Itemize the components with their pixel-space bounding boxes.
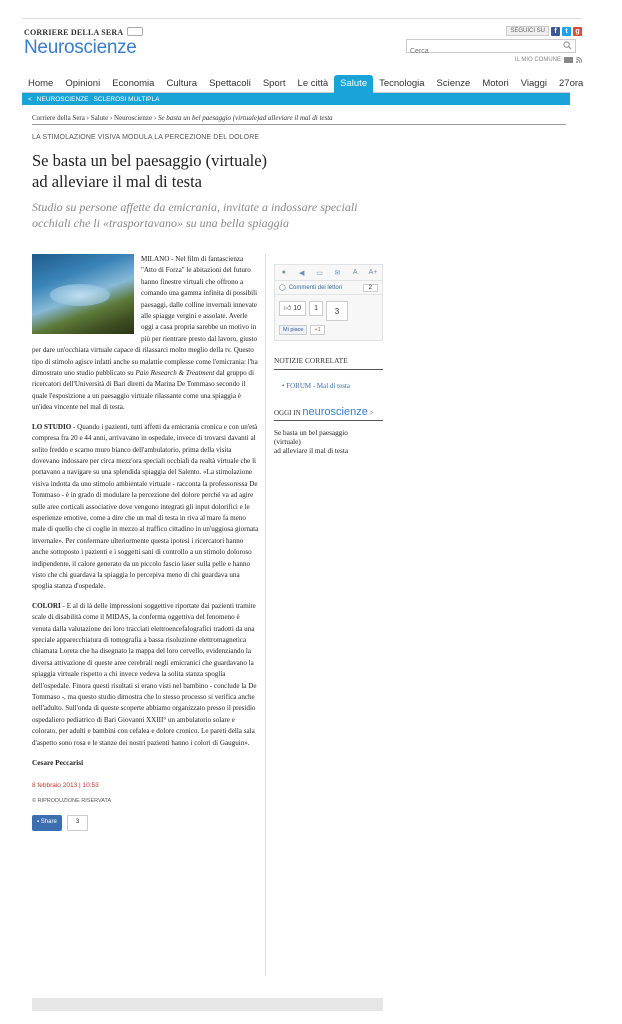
paragraph-2-lead: LO STUDIO (32, 422, 72, 431)
like-count: 10 (293, 305, 302, 312)
subnav-neuroscienze[interactable]: NEUROSCIENZE (36, 95, 89, 103)
nav-27ora[interactable]: 27ora (559, 78, 584, 89)
article-subtitle: Studio su persone affette da emicrania, invitate a indossare speciali occhiali che li «trasportavano» su una bella spiaggia (32, 200, 358, 230)
today-arrow-icon[interactable]: > (369, 409, 374, 417)
journal-name: Pain Research & Treatment (135, 369, 215, 378)
article-headline (32, 150, 392, 192)
nav-opinioni[interactable]: Opinioni (65, 78, 101, 89)
tool-row (275, 265, 382, 281)
footer-bar (32, 998, 383, 1011)
nav-scienze[interactable]: Scienze (436, 78, 471, 89)
share-icon: ▪ (37, 819, 41, 826)
comments-label[interactable]: Commenti dei lettori (288, 284, 343, 291)
paragraph-1-text: MILANO - Nel film di fantascienza "Atto di Forza" le abitazioni del futuro hanno finestre virtuali che offrono a comando una gamma infinita di possibili paesaggi, dalle colline invernali innevate alle spiagge vergini e assolate. Averle oggi a casa propria sarebbe un motivo in più per rientrare presto dal lavoro, giusto per dare un'occhiata virtuale capace di rilassarci molto meglio della tv. Questo tipo di stimolo agisce infatti anche su malattie complesse come l'emicrania: l'ha dimostrato uno studio pubblicato su (32, 255, 258, 378)
paragraph-2-text: - Quando i pazienti, tutti affetti da emicrania cronica e con un'età compresa fra 20 e 44 anni, arrivavano in ospedale, invece di trovarsi davanti al solito freddo e scarno muro bianco dell'ambulatorio, prima della visita dovevano indossare per circa mezz'ora speciali occhiali da realtà virtuale che li portavano a navigare su una splendida spiaggia del Salento. «La stimolazione visiva indotta da uno stimolo ambientale virtuale - racconta la professoressa De Tommaso - è in grado di modulare la percezione del dolore perché va ad agire sulle aree corticali associative dove vengono integrati gli input dolorifici e le esperienze emotive, come a dire che un mal di testa in riva al mare fa meno male di quello che ci coglie in mezzo al traffico cittadino in un'uggiosa giornata invernale». Per confermare ulteriormente questa ipotesi i ricercatori hanno anche sottoposto i pazienti e i soggetti sani di controllo a un stimolo doloroso indipendente, il calore generato da un piccolo fascio laser sulla pelle e hanno visto che chi guardava la spiaggia lo percepiva meno di chi guardava una spoglia stanza d'ospedale. (32, 422, 259, 591)
headline-line-1: Se basta un bel paesaggio (virtuale) (32, 151, 268, 170)
search-box (406, 39, 576, 53)
mail-icon[interactable] (564, 57, 573, 63)
font-decrease-button[interactable]: A (352, 269, 358, 276)
paragraph-2 (32, 422, 260, 593)
email-icon[interactable]: ✉ (334, 269, 341, 277)
headline-line-2: ad alleviare il mal di testa (32, 172, 202, 191)
like-row (275, 295, 382, 325)
font-increase-button[interactable]: A+ (368, 269, 378, 276)
related-news-title: NOTIZIE CORRELATE (274, 356, 383, 370)
article-body (32, 254, 260, 831)
count-box-2: 3 (326, 301, 348, 321)
social-buttons (275, 325, 382, 340)
paragraph-3-lead: COLORI (32, 601, 61, 610)
article-photo[interactable] (32, 254, 134, 334)
nav-cultura[interactable]: Cultura (166, 78, 198, 89)
today-article-link[interactable] (274, 429, 383, 456)
brand-logo[interactable] (24, 27, 143, 37)
paragraph-3 (32, 601, 260, 749)
nav-le-citta[interactable]: Le città (297, 78, 329, 89)
today-item-line-2: (virtuale) (274, 438, 301, 446)
facebook-like-button[interactable]: Mi piace (279, 325, 307, 335)
comment-icon: ◯ (279, 285, 286, 291)
nav-sport[interactable]: Sport (262, 78, 286, 89)
today-item-line-1: Se basta un bel paesaggio (274, 429, 348, 437)
subnav-back-icon[interactable]: < (28, 95, 32, 103)
today-in-section (274, 406, 383, 421)
nav-spettacoli[interactable]: Spettacoli (209, 78, 251, 89)
brand-name: CORRIERE DELLA SERA (24, 28, 123, 37)
paragraph-1-end: dal gruppo di ricercatori dell'Università di Bari diretti da Marina De Tommaso secondo il quale l'esposizione a un paesaggio virtuale rilassante come una spiaggia è un'idea vincente nel mal di testa. (32, 369, 254, 412)
share-count: 3 (67, 815, 88, 830)
nav-tecnologia[interactable]: Tecnologia (379, 78, 425, 89)
related-link-text[interactable]: FORUM - Mal di testa (286, 382, 350, 390)
masthead (22, 18, 582, 68)
twitter-icon[interactable]: t (562, 27, 571, 36)
search-icon[interactable] (563, 41, 572, 50)
my-community-link[interactable]: IL MIO COMUNE (514, 57, 561, 63)
nav-viaggi[interactable]: Viaggi (520, 78, 547, 89)
print-icon[interactable]: ▭ (316, 269, 323, 277)
share-row (32, 815, 260, 830)
subnav-sclerosi-multipla[interactable]: SCLEROSI MULTIPLA (93, 95, 160, 103)
sub-nav (22, 93, 570, 105)
article-author: Cesare Peccarisi (32, 758, 84, 768)
nav-home[interactable]: Home (28, 78, 54, 89)
related-link-forum[interactable]: • FORUM - Mal di testa (282, 382, 350, 390)
location-icon[interactable]: ● (281, 269, 287, 276)
copyright-notice: © RIPRODUZIONE RISERVATA (32, 797, 112, 804)
facebook-icon[interactable]: f (551, 27, 560, 36)
comments-count: 2 (363, 284, 378, 292)
main-nav (22, 75, 584, 93)
like-count-box[interactable] (279, 301, 306, 316)
article-tools (274, 264, 383, 341)
audio-icon[interactable]: ◀ (299, 269, 305, 277)
nav-motori[interactable]: Motori (482, 78, 509, 89)
my-community (515, 57, 582, 63)
count-box-1: 1 (309, 301, 323, 316)
follow-bar (506, 26, 582, 36)
today-prefix: OGGI IN (274, 409, 303, 417)
comments-row[interactable] (275, 281, 382, 295)
article-kicker: LA STIMOLAZIONE VISIVA MODULA LA PERCEZIONE DEL DOLORE (32, 134, 260, 141)
today-section-link[interactable]: neuroscienze (302, 406, 368, 418)
section-title[interactable]: Neuroscienze (24, 37, 137, 58)
breadcrumb (32, 114, 566, 125)
follow-label: SEGUICI SU (506, 26, 549, 36)
breadcrumb-current: Se basta un bel paesaggio (virtuale)ad alleviare il mal di testa (157, 114, 333, 122)
column-divider (265, 254, 266, 976)
google-plus-button[interactable]: +1 (310, 325, 324, 335)
rss-icon[interactable] (576, 57, 582, 63)
thumbs-up-icon: 👍︎ (284, 305, 292, 312)
brand-badge-icon (127, 27, 143, 36)
nav-salute[interactable]: Salute (334, 75, 373, 93)
google-plus-icon[interactable]: g (573, 27, 582, 36)
nav-economia[interactable]: Economia (112, 78, 155, 89)
search-input[interactable] (407, 46, 557, 58)
share-button[interactable] (32, 815, 62, 830)
article-date: 8 febbraio 2013 | 10:53 (32, 782, 99, 790)
breadcrumb-path[interactable]: Corriere della Sera › Salute › Neuroscienze › (32, 114, 158, 122)
today-item-line-3: ad alleviare il mal di testa (274, 447, 349, 455)
share-label: Share (40, 819, 57, 826)
paragraph-3-text: - E al di là delle impressioni soggettive riportate dai pazienti tramite scale di disabilità come il MIDAS, la conferma oggettiva del fenomeno è venuta dalla valutazione dei loro tracciati elettroencefalografici tradotti da una speciale apparecchiatura di tomografia a bassa risoluzione elettromagnetica chiamata Loreta che ha disegnato la mappa del loro cervello, evidenziando la diversa attivazione di queste aree cerebrali negli emicranici che guardavano la spiaggia virtuale rispetto a chi invece vedeva la solita stanza spoglia dell'ospedale. Finora questi risultati si erano visti nel bambino - conclude la De Tommaso -, ma questo studio dimostra che lo stesso processo si verifica anche nell'adulto. Sull'onda di queste scoperte abbiamo organizzato presso il presidio ospedaliero pediatrico di Bari Giovanni XXIII° un ambulatorio solare e colorato, per adulti e bambini con cefalea e dolore cronico. Le pareti della sala d'aspetto sono rosa e le stanze dei nostri pazienti hanno i colori di Gauguin». (32, 601, 257, 747)
